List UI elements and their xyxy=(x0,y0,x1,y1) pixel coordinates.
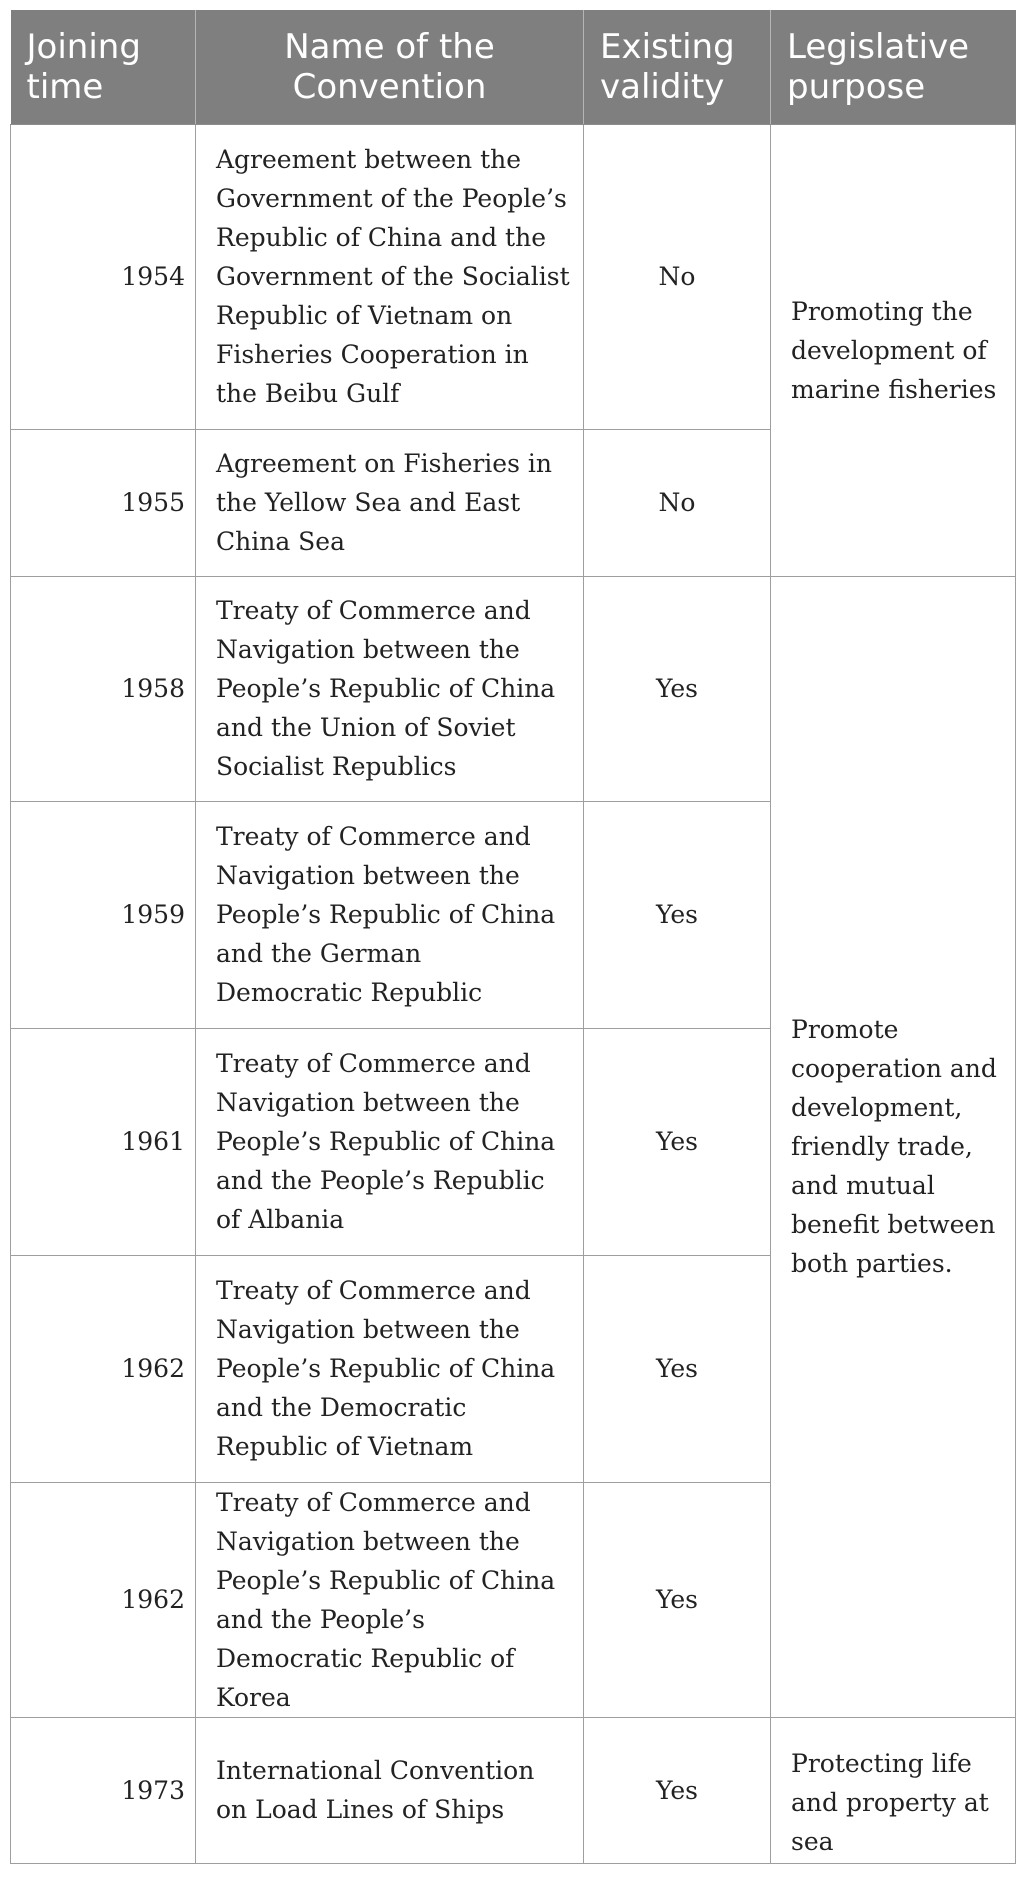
cell-year: 1959 xyxy=(11,801,196,1028)
cell-validity: Yes xyxy=(584,1028,771,1255)
cell-year: 1961 xyxy=(11,1028,196,1255)
table-row xyxy=(11,124,1016,429)
header-joining-time: Joining time xyxy=(11,10,196,124)
cell-year: 1958 xyxy=(11,576,196,801)
cell-year: 1973 xyxy=(11,1717,196,1863)
header-existing-validity: Existing validity xyxy=(584,10,771,124)
cell-validity: Yes xyxy=(584,1255,771,1482)
cell-convention-name: International Convention on Load Lines of Ships xyxy=(196,1717,584,1863)
cell-convention-name: Treaty of Commerce and Navigation between the People’s Republic of China and the People’s Democratic Republic of Korea xyxy=(196,1482,584,1717)
table-row xyxy=(11,576,1016,801)
cell-year: 1962 xyxy=(11,1482,196,1717)
cell-purpose: Promoting the development of marine fisheries xyxy=(771,124,1016,576)
cell-validity: Yes xyxy=(584,576,771,801)
conventions-table xyxy=(10,10,1016,1864)
cell-year: 1955 xyxy=(11,429,196,576)
cell-validity: Yes xyxy=(584,801,771,1028)
cell-purpose: Protecting life and property at sea xyxy=(771,1717,1016,1863)
table-row xyxy=(11,1717,1016,1863)
header-legislative-purpose: Legislative purpose xyxy=(771,10,1016,124)
cell-convention-name: Treaty of Commerce and Navigation between the People’s Republic of China and the German Democratic Republic xyxy=(196,801,584,1028)
cell-convention-name: Agreement between the Government of the People’s Republic of China and the Government of the Socialist Republic of Vietnam on Fisheries Cooperation in the Beibu Gulf xyxy=(196,124,584,429)
conventions-table-wrapper xyxy=(10,10,1015,1864)
cell-validity: No xyxy=(584,124,771,429)
cell-convention-name: Treaty of Commerce and Navigation between the People’s Republic of China and the Democratic Republic of Vietnam xyxy=(196,1255,584,1482)
header-convention-name: Name of the Convention xyxy=(196,10,584,124)
cell-validity: Yes xyxy=(584,1482,771,1717)
header-row xyxy=(11,10,1016,124)
cell-validity: Yes xyxy=(584,1717,771,1863)
cell-convention-name: Treaty of Commerce and Navigation between the People’s Republic of China and the Union of Soviet Socialist Republics xyxy=(196,576,584,801)
cell-convention-name: Agreement on Fisheries in the Yellow Sea and East China Sea xyxy=(196,429,584,576)
cell-year: 1962 xyxy=(11,1255,196,1482)
cell-purpose: Promote cooperation and development, friendly trade, and mutual benefit between both parties. xyxy=(771,576,1016,1717)
cell-validity: No xyxy=(584,429,771,576)
cell-convention-name: Treaty of Commerce and Navigation between the People’s Republic of China and the People’s Republic of Albania xyxy=(196,1028,584,1255)
cell-year: 1954 xyxy=(11,124,196,429)
